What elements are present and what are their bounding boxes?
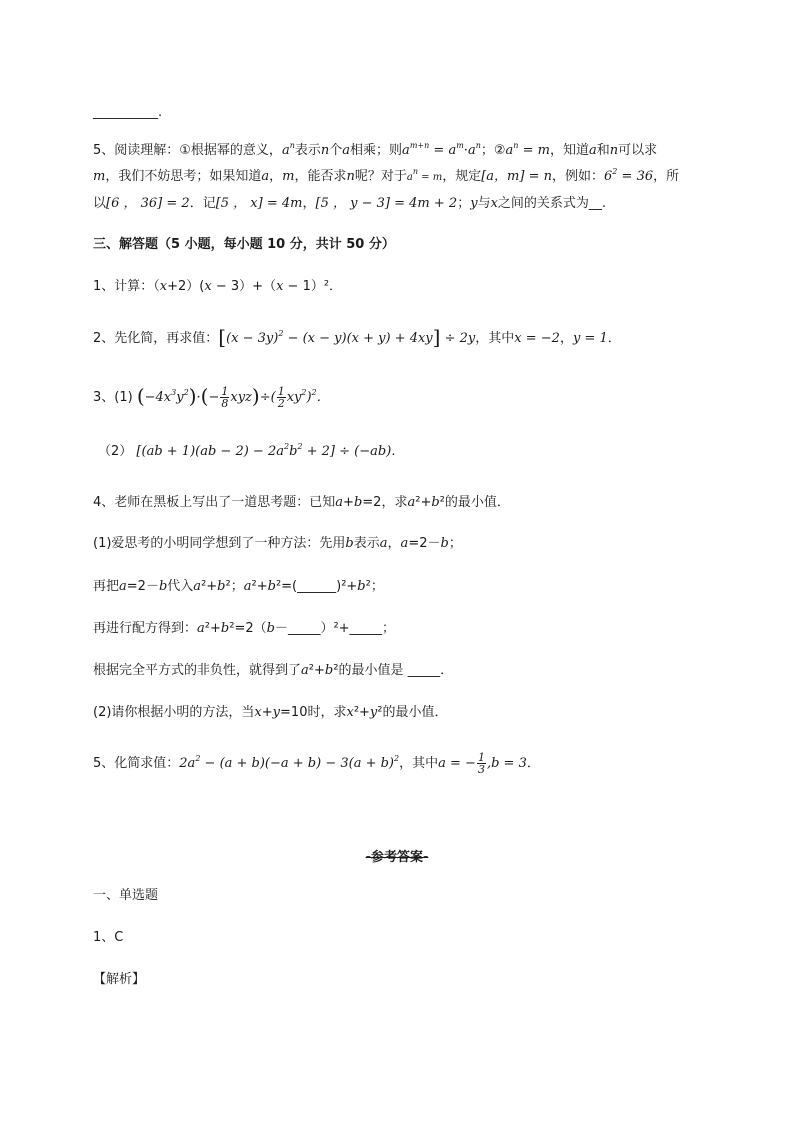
problem-2: 2、先化简，再求值：$[(x - 3y)^2 - (x - y)(x + y) + 4xy] \div 2y$，其中x = −2，y = 1．: [93, 325, 621, 349]
problem-3-part-2: （2） $[(ab + 1)(ab - 2) - 2a^2b^2 + 2] \div (-ab)$．: [98, 442, 405, 459]
problem-4-line-1: 4、老师在黑板上写出了一道思考题：已知a+b=2，求a²+b²的最小值．: [93, 495, 510, 510]
problem-4-line-4: 再进行配方得到：a²+b²=2（b－_____）²+_____；: [93, 621, 396, 636]
answer-blank-line: __________.: [93, 105, 163, 120]
q5-line-2: m，我们不妨思考；如果知道a，m，能否求n呢？对于$a^n = m$，规定[a，m] = n，例如：$6^2 = 36$，所: [93, 167, 680, 184]
answers-section-1: 一、单选题: [93, 888, 159, 903]
problem-1: 1、计算：（x+2）(x − 3）+（x − 1）²．: [93, 279, 343, 294]
answers-title: -参考答案-: [365, 850, 429, 865]
section-heading: 三、解答题（5 小题，每小题 10 分，共计 50 分）: [93, 237, 395, 252]
problem-4-line-2: (1)爱思考的小明同学想到了一种方法：先用b表示a，a=2－b；: [93, 536, 462, 551]
analysis-label: 【解析】: [93, 972, 146, 987]
q5-line-1: 5、阅读理解：①根据幂的意义，$a^n$表示n个a相乘；则$a^{m+n} = a^m\cdot a^n$；$②a^n = m$，知道a和n可以求: [93, 141, 658, 158]
q5-line-3: 以[6 ， 36] = 2．记[5 ， x] = 4m，[5 ， y − 3] = 4m + 2；y与x之间的关系式为__.: [93, 196, 607, 211]
problem-3-part-1: 3、(1) $(-4x^3y^2)\cdot(-$ $\frac{1}{8}$ xyz)÷( $\frac{1}{2}$ $xy^2)^2$．: [93, 384, 330, 410]
problem-4-line-6: (2)请你根据小明的方法，当x+y=10时，求x²+y²的最小值．: [93, 705, 448, 720]
problem-4-line-5: 根据完全平方式的非负性，就得到了a²+b²的最小值是 _____．: [93, 663, 454, 678]
problem-4-line-3: 再把a=2－b代入a²+b²；a²+b²=(______)²+b²；: [93, 579, 384, 594]
problem-5: 5、化简求值：$2a^2 - (a + b)(-a + b) - 3(a + b)^2$，其中a = − $\frac{1}{3}$ ,b = 3．: [93, 751, 540, 776]
answer-1: 1、C: [93, 930, 124, 945]
